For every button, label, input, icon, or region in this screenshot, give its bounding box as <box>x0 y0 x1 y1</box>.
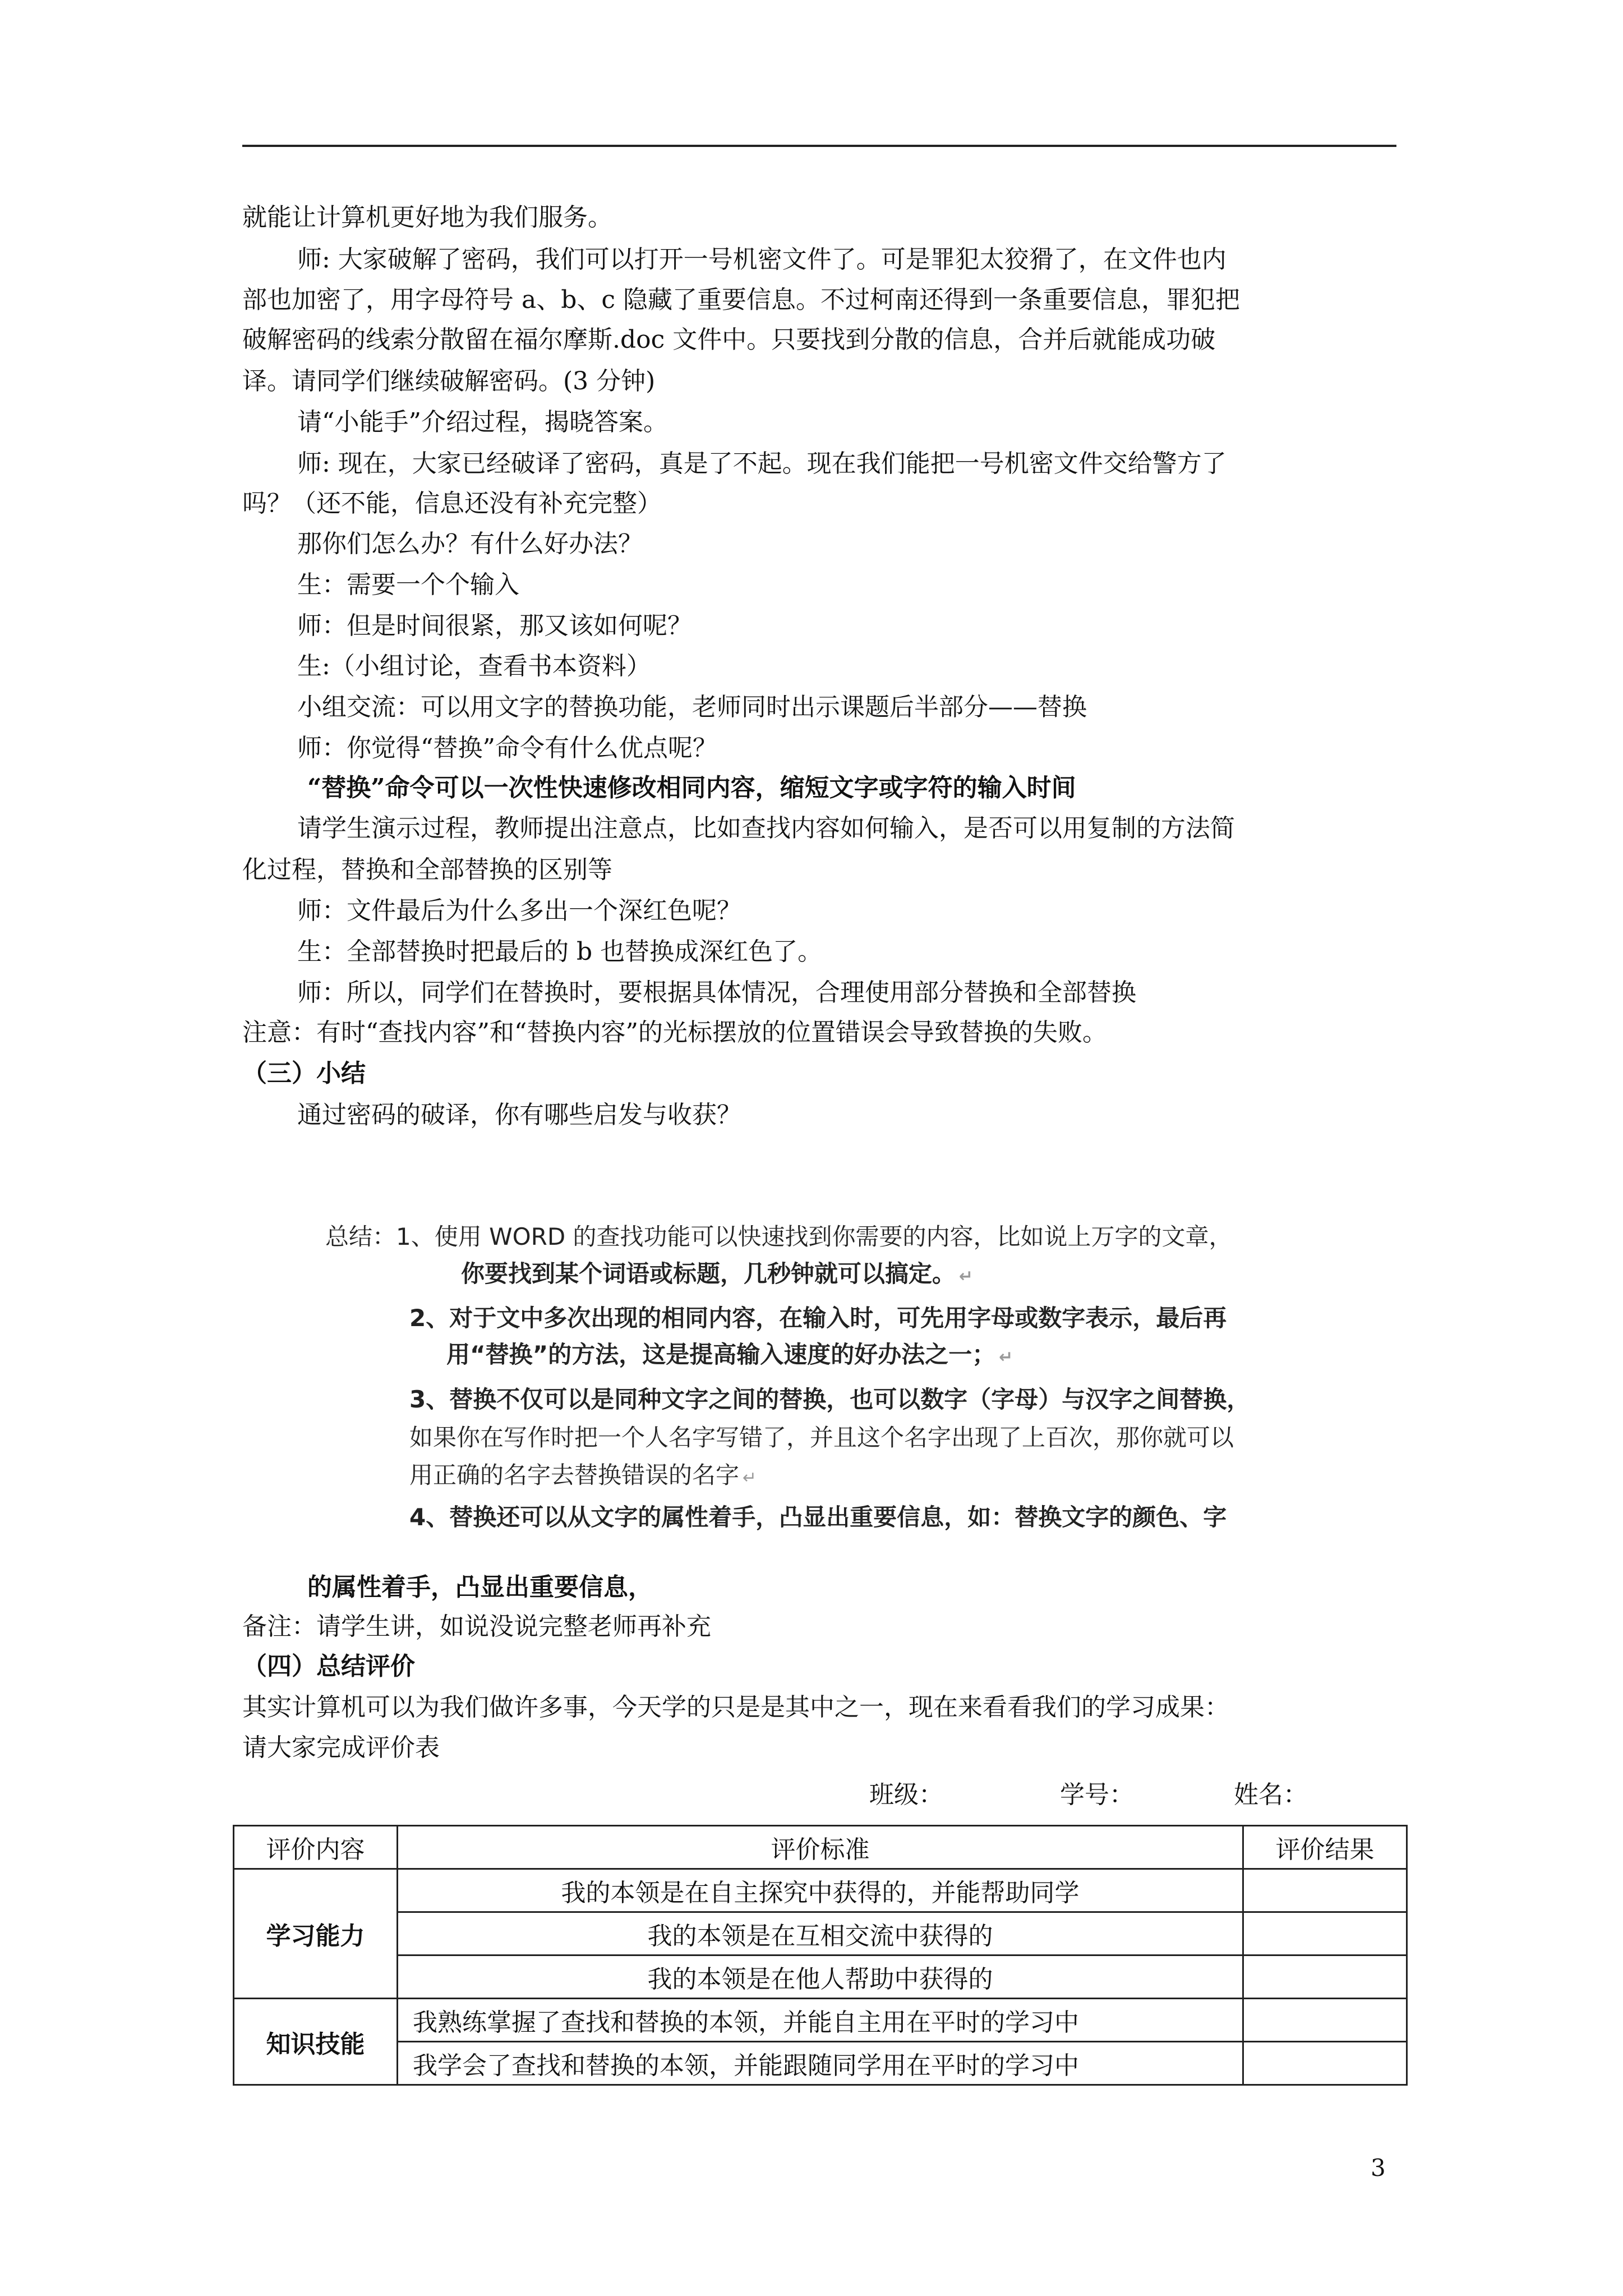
page-number: 3 <box>1371 2154 1386 2182</box>
paragraph-line: 化过程，替换和全部替换的区别等 <box>242 855 612 884</box>
paragraph-line: 师：你觉得“替换”命令有什么优点呢？ <box>297 734 717 762</box>
paragraph-line: 那你们怎么办？有什么好办法？ <box>297 530 643 558</box>
summary-line: 你要找到某个词语或标题，几秒钟就可以搞定。 ↵ <box>461 1260 974 1287</box>
criterion-cell: 我的本领是在自主探究中获得的，并能帮助同学 <box>398 1869 1243 1912</box>
paragraph-line: 的属性着手，凸显出重要信息， <box>307 1573 653 1602</box>
paragraph-line: 破解密码的线索分散留在福尔摩斯.doc 文件中。只要找到分散的信息，合并后就能成功破 <box>242 325 1216 354</box>
category-cell: 学习能力 <box>234 1869 398 1999</box>
summary-line: 4、替换还可以从文字的属性着手，凸显出重要信息，如：替换文字的颜色、字 <box>409 1503 1227 1531</box>
paragraph-line: 请大家完成评价表 <box>242 1733 440 1762</box>
summary-line: 2、对于文中多次出现的相同内容，在输入时，可先用字母或数字表示，最后再 <box>409 1304 1227 1332</box>
paragraph-line: 吗？（还不能，信息还没有补充完整） <box>242 489 662 518</box>
summary-line: 3、替换不仅可以是同种文字之间的替换，也可以数字（字母）与汉字之间替换， <box>409 1386 1251 1413</box>
paragraph-line: 请学生演示过程，教师提出注意点，比如查找内容如何输入，是否可以用复制的方法简 <box>297 814 1235 843</box>
bold-statement: “替换”命令可以一次性快速修改相同内容，缩短文字或字符的输入时间 <box>307 774 1076 802</box>
evaluation-table <box>233 1825 1408 2086</box>
paragraph-line: 师: 现在，大家已经破译了密码，真是了不起。现在我们能把一号机密文件交给警方了 <box>297 449 1227 478</box>
class-label: 班级： <box>869 1780 943 1809</box>
table-row <box>234 1912 1407 1955</box>
paragraph-line: 小组交流：可以用文字的替换功能，老师同时出示课题后半部分——替换 <box>297 693 1087 721</box>
table-row <box>234 1955 1407 1999</box>
paragraph-line: 师: 大家破解了密码，我们可以打开一号机密文件了。可是罪犯太狡猾了，在文件也内 <box>297 245 1227 274</box>
criterion-cell: 我的本领是在互相交流中获得的 <box>398 1912 1243 1955</box>
section-heading: （四）总结评价 <box>242 1652 415 1681</box>
result-cell[interactable] <box>1243 1955 1407 1999</box>
paragraph-line: 师：但是时间很紧，那又该如何呢？ <box>297 611 692 640</box>
paragraph-line: 师：文件最后为什么多出一个深红色呢？ <box>297 896 741 925</box>
paragraph-line: 生:（小组讨论，查看书本资料） <box>297 652 651 680</box>
criterion-cell: 我熟练掌握了查找和替换的本领，并能自主用在平时的学习中 <box>398 1999 1243 2042</box>
table-row <box>234 2042 1407 2085</box>
summary-line: 用正确的名字去替换错误的名字 ↵ <box>409 1461 757 1489</box>
paragraph-line: 备注：请学生讲，如说没说完整老师再补充 <box>242 1612 711 1641</box>
result-cell[interactable] <box>1243 1912 1407 1955</box>
paragraph-line: 通过密码的破译，你有哪些启发与收获？ <box>297 1101 741 1129</box>
summary-line: 如果你在写作时把一个人名字写错了，并且这个名字出现了上百次，那你就可以 <box>409 1424 1234 1451</box>
paragraph-line: 部也加密了，用字母符号 a、b、c 隐藏了重要信息。不过柯南还得到一条重要信息，罪犯把 <box>242 286 1241 314</box>
paragraph-line: 生：全部替换时把最后的 b 也替换成深红色了。 <box>297 937 823 966</box>
table-header-cell: 评价标准 <box>398 1826 1243 1869</box>
return-mark-icon: ↵ <box>743 1468 757 1488</box>
student-no-label: 学号： <box>1060 1780 1134 1809</box>
table-header-cell: 评价结果 <box>1243 1826 1407 1869</box>
return-mark-icon: ↵ <box>999 1347 1013 1367</box>
paragraph-line: 译。请同学们继续破解密码。(3 分钟) <box>242 367 656 395</box>
paragraph-line: 请“小能手”介绍过程，揭晓答案。 <box>297 408 668 436</box>
criterion-cell: 我的本领是在他人帮助中获得的 <box>398 1955 1243 1999</box>
table-row <box>234 1869 1407 1912</box>
paragraph-line: 注意：有时“查找内容”和“替换内容”的光标摆放的位置错误会导致替换的失败。 <box>242 1018 1107 1047</box>
result-cell[interactable] <box>1243 1869 1407 1912</box>
category-cell: 知识技能 <box>234 1999 398 2085</box>
section-heading: （三）小结 <box>242 1059 366 1088</box>
paragraph-line: 就能让计算机更好地为我们服务。 <box>242 203 612 232</box>
header-rule <box>242 145 1396 147</box>
paragraph-line: 生：需要一个个输入 <box>297 570 519 599</box>
name-label: 姓名： <box>1234 1780 1308 1809</box>
result-cell[interactable] <box>1243 2042 1407 2085</box>
table-row <box>234 1999 1407 2042</box>
summary-image <box>314 1220 1408 1551</box>
summary-line: 总结：1、使用 WORD 的查找功能可以快速找到你需要的内容，比如说上万字的文章， <box>325 1223 1233 1250</box>
paragraph-line: 其实计算机可以为我们做许多事，今天学的只是是其中之一，现在来看看我们的学习成果： <box>242 1693 1229 1722</box>
paragraph-line: 师：所以，同学们在替换时，要根据具体情况，合理使用部分替换和全部替换 <box>297 978 1136 1007</box>
return-mark-icon: ↵ <box>959 1267 974 1286</box>
result-cell[interactable] <box>1243 1999 1407 2042</box>
table-header-row <box>234 1826 1407 1869</box>
summary-line: 用“替换”的方法，这是提高输入速度的好办法之一； ↵ <box>446 1341 1013 1368</box>
table-header-cell: 评价内容 <box>234 1826 398 1869</box>
criterion-cell: 我学会了查找和替换的本领，并能跟随同学用在平时的学习中 <box>398 2042 1243 2085</box>
